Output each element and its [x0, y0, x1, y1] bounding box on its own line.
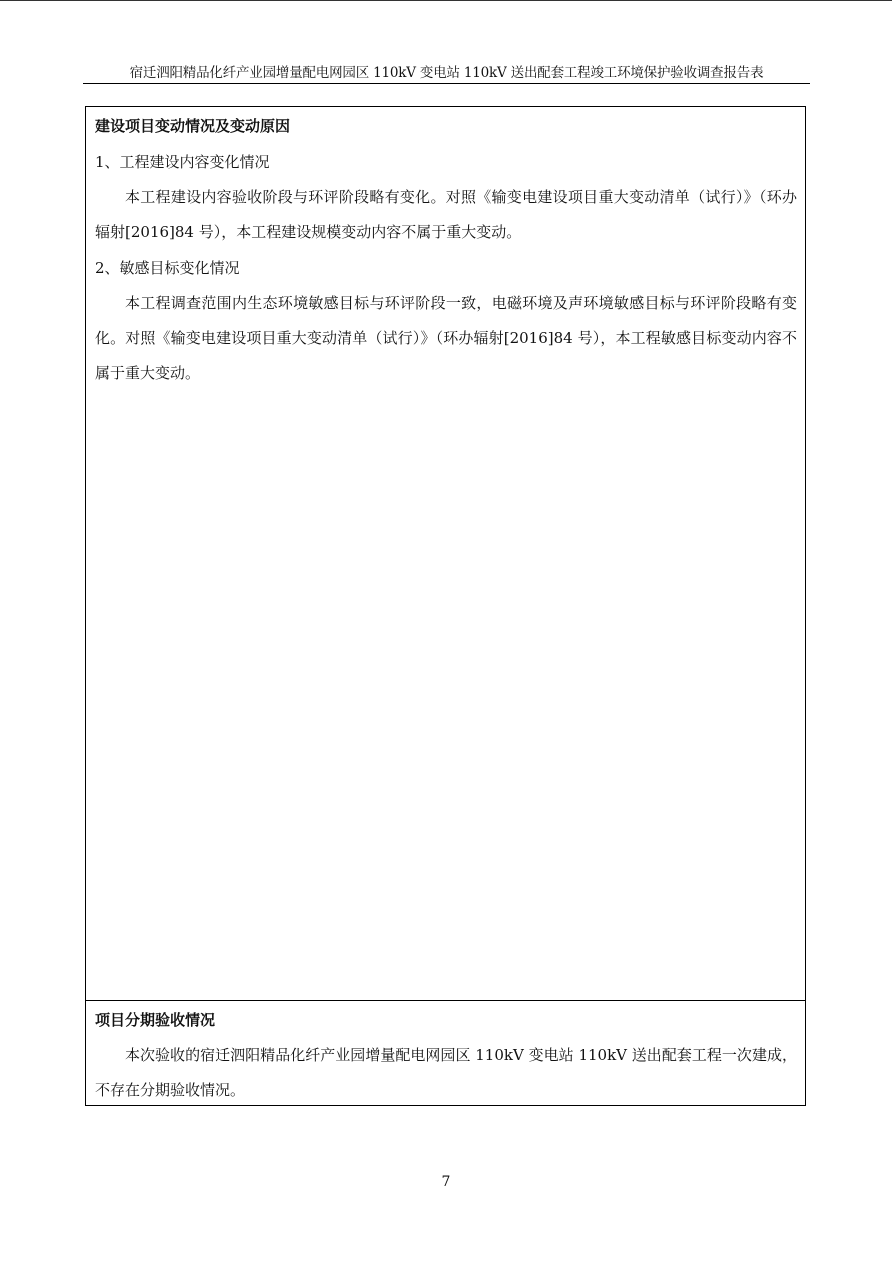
page-top-border	[0, 0, 892, 1]
phased-acceptance-cell	[86, 1001, 805, 1105]
phased-acceptance-paragraph: 本次验收的宿迁泗阳精品化纤产业园增量配电网园区 110kV 变电站 110kV 送出配套工程一次建成，不存在分期验收情况。	[95, 1046, 797, 1099]
changes-cell	[86, 107, 805, 1001]
header-rule	[83, 83, 810, 84]
sensitive-target-subheading: 2、敏感目标变化情况	[95, 259, 240, 277]
construction-changes-subheading: 1、工程建设内容变化情况	[95, 153, 270, 171]
running-header-title: 宿迁泗阳精品化纤产业园增量配电网园区 110kV 变电站 110kV 送出配套工程竣工环境保护验收调查报告表	[129, 65, 764, 81]
sensitive-target-paragraph: 本工程调查范围内生态环境敏感目标与环评阶段一致，电磁环境及声环境敏感目标与环评阶段略有变化。对照《输变电建设项目重大变动清单（试行）》（环办辐射[2016]84 号），本工程敏感目标变动内容不属于重大变动。	[95, 294, 797, 382]
page-number: 7	[441, 1174, 451, 1190]
changes-heading: 建设项目变动情况及变动原因	[95, 117, 291, 135]
construction-changes-paragraph: 本工程建设内容验收阶段与环评阶段略有变化。对照《输变电建设项目重大变动清单（试行）》（环办辐射[2016]84 号），本工程建设规模变动内容不属于重大变动。	[95, 188, 797, 241]
phased-acceptance-heading: 项目分期验收情况	[95, 1011, 216, 1029]
report-table	[85, 106, 806, 1106]
